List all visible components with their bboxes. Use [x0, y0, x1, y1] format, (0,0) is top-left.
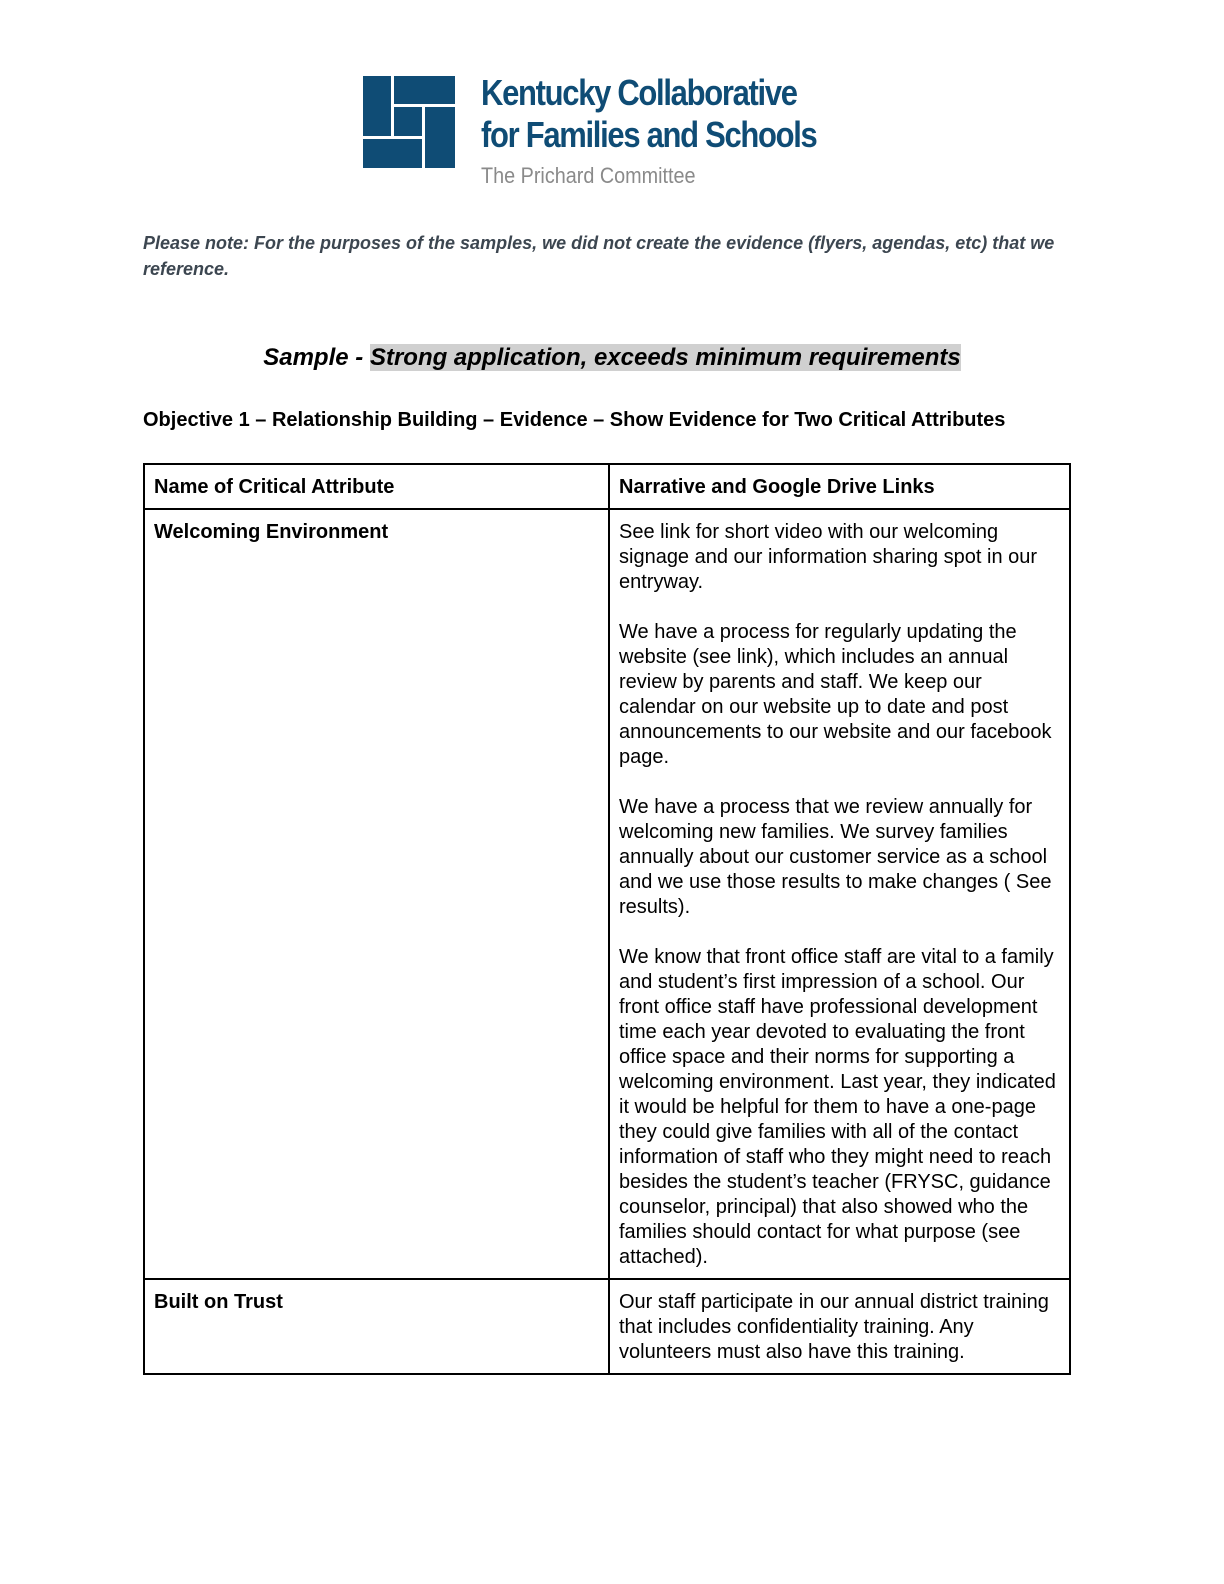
narrative-cell — [609, 1279, 1070, 1374]
narrative-paragraph: See link for short video with our welcoming signage and our information sharing spot in our entryway. — [619, 521, 1038, 593]
logo-title-line-2: for Families and Schools — [481, 114, 817, 155]
organization-logo — [363, 72, 863, 191]
narrative-paragraph: We have a process for regularly updating the website (see link), which includes an annual review by parents and staff. We keep our calendar on our website up to date and post announcements to our website and our facebook page. — [619, 621, 1052, 768]
table-row — [144, 509, 1070, 1279]
narrative-cell — [609, 509, 1070, 1279]
column-header-narrative: Narrative and Google Drive Links — [609, 464, 1070, 509]
attribute-name-cell: Welcoming Environment — [144, 509, 609, 1279]
objective-heading: Objective 1 – Relationship Building – Evidence – Show Evidence for Two Critical Attributes — [143, 409, 1006, 431]
narrative-paragraph: We have a process that we review annually for welcoming new families. We survey families annually about our customer service as a school and we use those results to make changes ( See results). — [619, 796, 1052, 918]
logo-title-line-1: Kentucky Collaborative — [481, 72, 797, 113]
page-title — [0, 342, 1224, 374]
table-header-row — [144, 464, 1070, 509]
narrative-paragraph: Our staff participate in our annual district training that includes confidentiality training. Any volunteers must also have this training. — [619, 1291, 1049, 1363]
title-highlighted-text: Strong application, exceeds minimum requirements — [369, 344, 961, 371]
title-prefix: Sample - — [263, 344, 370, 371]
logo-subtitle: The Prichard Committee — [481, 163, 696, 188]
attribute-name-cell: Built on Trust — [144, 1279, 609, 1374]
evidence-table — [143, 463, 1071, 1375]
table-row — [144, 1279, 1070, 1374]
column-header-attribute: Name of Critical Attribute — [144, 464, 609, 509]
quilt-squares-logo-icon — [363, 76, 455, 168]
narrative-paragraph: We know that front office staff are vital to a family and student’s first impression of a school. Our front office staff have professional development time each year devoted to evaluating the front office space and their norms for supporting a welcoming environment. Last year, they indicated it would be helpful for them to have a one-page they could give families with all of the contact information of staff who they might need to reach besides the student’s teacher (FRYSC, guidance counselor, principal) that also showed who the families should contact for what purpose (see attached). — [619, 946, 1056, 1268]
disclaimer-note: Please note: For the purposes of the samples, we did not create the evidence (flyers, agendas, etc) that we reference. — [143, 233, 1055, 279]
